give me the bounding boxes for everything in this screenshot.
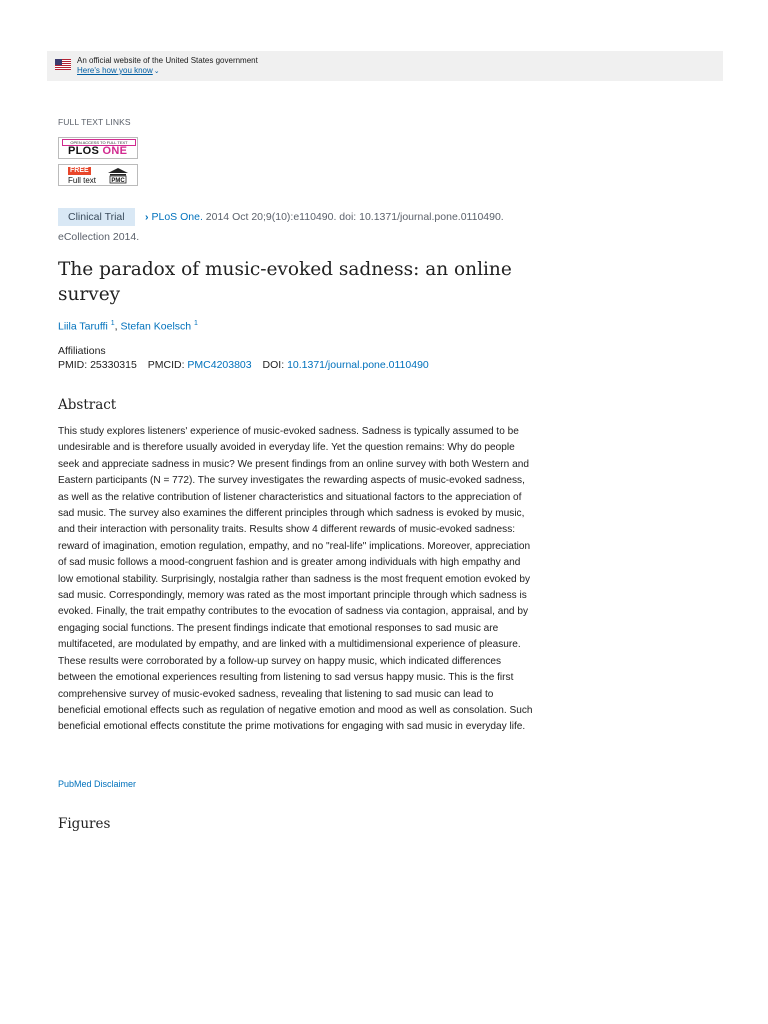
pubmed-disclaimer-link[interactable]: PubMed Disclaimer — [58, 779, 137, 789]
pmc-logo-text: PMC — [111, 178, 125, 184]
clinical-trial-badge: Clinical Trial — [58, 208, 135, 226]
heres-how-you-know-label: Here's how you know — [77, 66, 153, 75]
citation-details: 2014 Oct 20;9(10):e110490. doi: 10.1371/journal.pone.0110490. — [202, 211, 504, 223]
free-badge: FREE — [70, 167, 89, 174]
us-flag-icon — [55, 59, 71, 70]
heres-how-you-know-link[interactable] — [77, 66, 160, 77]
author-list: Liila Taruffi $^1$, Stefan Koelsch $^1$ — [58, 320, 198, 333]
ecollection-text: eCollection 2014. — [58, 231, 140, 243]
author-affiliation-sup[interactable]: 1 — [194, 320, 198, 327]
pmcid-link[interactable]: PMC4203803 — [187, 359, 252, 371]
chevron-down-icon: ⌄ — [153, 68, 160, 75]
doi-label: DOI: — [262, 359, 288, 371]
pmc-free-full-text-link[interactable] — [58, 164, 138, 186]
plos-logo-text: PLOS — [68, 145, 100, 157]
chevron-right-icon: › — [145, 211, 149, 223]
journal-link[interactable]: PLoS One. — [151, 211, 203, 223]
plos-one-full-text-link[interactable] — [58, 137, 138, 159]
gov-banner — [47, 51, 723, 81]
pmid-value: 25330315 — [90, 359, 137, 371]
article-title: The paradox of music-evoked sadness: an online survey — [58, 259, 512, 305]
author-link-koelsch[interactable]: Stefan Koelsch — [120, 320, 192, 333]
official-site-text: An official website of the United States government — [77, 56, 258, 65]
full-text-links-label: FULL TEXT LINKS — [58, 117, 131, 127]
author-link-taruffi[interactable]: Liila Taruffi — [58, 320, 108, 333]
pmcid-label: PMCID: — [147, 359, 188, 371]
affiliations-toggle[interactable]: Affiliations — [58, 345, 106, 357]
one-logo-text: ONE — [102, 145, 128, 157]
figures-heading: Figures — [58, 816, 111, 832]
pmc-logo-icon — [106, 167, 130, 185]
abstract-text: This study explores listeners' experience of music-evoked sadness. Sadness is typically assumed to be undesirable and is therefore usually avoided in everyday life. Yet the question remains: Why do people seek and appreciate sadness in music? We present findings from an online survey with both Western and Eastern participants (N = 772). The survey investigates the rewarding aspects of music-evoked sadness, as well as the relative contribution of listener characteristics and situational factors to the appreciation of sad music. The survey also examines the different principles through which sadness is evoked by music, and their interaction with personality traits. Results show 4 different rewards of music-evoked sadness: reward of imagination, emotion regulation, empathy, and no "real-life" implications. Moreover, appreciation of sad music follows a mood-congruent fashion and is greater among individuals with high empathy and low emotional stability. Surprisingly, nostalgia rather than sadness is the most frequent emotion evoked by sad music. Correspondingly, memory was rated as the most important principle through which sadness is evoked. Finally, the trait empathy contributes to the evocation of sadness via contagion, appraisal, and by engaging social functions. The present findings indicate that emotional responses to sad music are multifaceted, are modulated by empathy, and are linked with a multidimensional experience of pleasure. These results were corroborated by a follow-up survey on happy music, which indicated differences between the emotional experiences resulting from listening to sad versus happy music. This is the first comprehensive survey of music-evoked sadness, revealing that listening to sad music can lead to beneficial emotional effects such as regulation of negative emotion and mood as well as consolation. Such beneficial emotional effects constitute the prime motivations for engaging with sad music in everyday life. — [58, 426, 533, 733]
plos-open-access-text: OPEN ACCESS TO FULL TEXT — [62, 139, 136, 146]
doi-link[interactable]: 10.1371/journal.pone.0110490 — [287, 359, 429, 371]
abstract-heading: Abstract — [58, 397, 117, 413]
citation-line — [145, 211, 504, 223]
pmid-label: PMID: — [58, 359, 91, 371]
full-text-label: Full text — [68, 176, 97, 185]
plos-one-logo — [68, 145, 127, 157]
author-affiliation-sup[interactable]: 1 — [110, 320, 115, 327]
article-identifiers — [58, 359, 429, 371]
